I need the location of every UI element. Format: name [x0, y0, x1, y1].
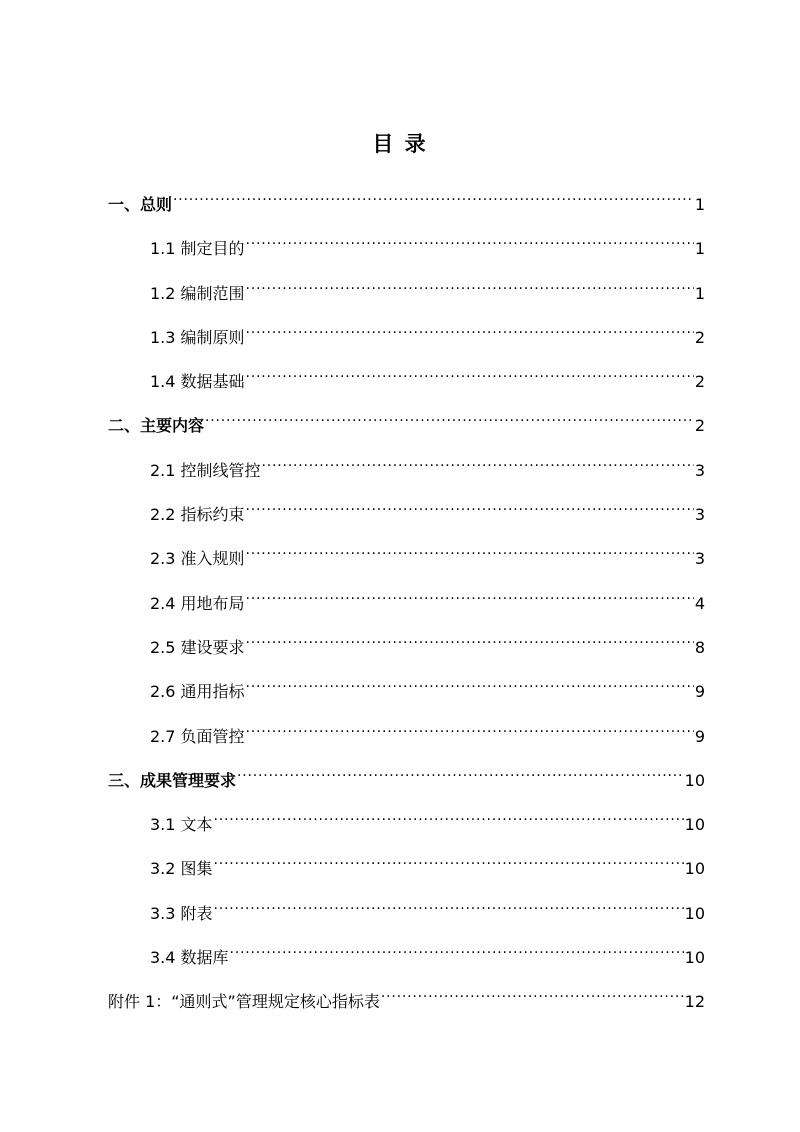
toc-entry-label: 2.3 准入规则	[150, 549, 245, 569]
toc-entry-label: 3.1 文本	[150, 815, 213, 835]
toc-entry[interactable]	[108, 355, 705, 399]
toc-dot-leader	[246, 532, 694, 564]
toc-entry[interactable]	[108, 488, 705, 532]
toc-entry[interactable]	[108, 665, 705, 709]
toc-page-number: 8	[694, 637, 705, 657]
toc-page-number: 3	[694, 460, 705, 480]
toc-entry[interactable]	[108, 399, 705, 443]
toc-dot-leader	[214, 842, 684, 874]
toc-entry[interactable]	[108, 532, 705, 576]
toc-dot-leader	[246, 222, 694, 254]
toc-entry-label: 二、主要内容	[108, 416, 205, 436]
toc-entry[interactable]	[108, 975, 705, 1019]
toc-dot-leader	[246, 710, 694, 742]
toc-dot-leader	[381, 975, 684, 1007]
toc-entry-label: 3.4 数据库	[150, 948, 229, 968]
toc-dot-leader	[246, 267, 694, 299]
toc-page-number: 10	[684, 859, 705, 879]
toc-dot-leader	[230, 931, 684, 963]
toc-page-number: 10	[684, 770, 705, 790]
toc-page-number: 12	[684, 992, 705, 1012]
toc-entry-label: 3.2 图集	[150, 859, 213, 879]
toc-entry-label: 3.3 附表	[150, 903, 213, 923]
toc-page-number: 2	[694, 372, 705, 392]
toc-dot-leader	[214, 887, 684, 919]
toc-dot-leader	[262, 444, 694, 476]
toc-entry[interactable]	[108, 311, 705, 355]
toc-dot-leader	[246, 311, 694, 343]
toc-entry-label: 2.2 指标约束	[150, 505, 245, 525]
toc-entry[interactable]	[108, 621, 705, 665]
toc-page-number: 3	[694, 549, 705, 569]
toc-dot-leader	[246, 665, 694, 697]
toc-dot-leader	[237, 754, 684, 786]
toc-entry[interactable]	[108, 444, 705, 488]
table-of-contents	[108, 178, 705, 1020]
toc-page-number: 2	[694, 327, 705, 347]
toc-entry-label: 1.4 数据基础	[150, 372, 245, 392]
toc-page-number: 3	[694, 505, 705, 525]
toc-page-number: 1	[694, 239, 705, 259]
toc-entry[interactable]	[108, 887, 705, 931]
toc-entry[interactable]	[108, 267, 705, 311]
toc-dot-leader	[214, 798, 684, 830]
toc-entry-label: 2.5 建设要求	[150, 637, 245, 657]
toc-dot-leader	[246, 577, 694, 609]
toc-entry-label: 1.1 制定目的	[150, 239, 245, 259]
toc-page-number: 2	[694, 416, 705, 436]
toc-entry[interactable]	[108, 754, 705, 798]
toc-page-number: 10	[684, 948, 705, 968]
toc-entry[interactable]	[108, 577, 705, 621]
toc-title: 目 录	[372, 132, 428, 156]
toc-page-number: 10	[684, 815, 705, 835]
toc-page-number: 9	[694, 726, 705, 746]
toc-entry[interactable]	[108, 710, 705, 754]
toc-entry-label: 1.3 编制原则	[150, 327, 245, 347]
toc-entry-label: 一、总则	[108, 195, 173, 214]
toc-page-number: 4	[694, 593, 705, 613]
toc-page-number: 10	[684, 903, 705, 923]
toc-entry[interactable]	[108, 842, 705, 886]
toc-dot-leader	[173, 178, 694, 210]
toc-entry[interactable]	[108, 178, 705, 222]
toc-entry[interactable]	[108, 931, 705, 975]
toc-dot-leader	[246, 355, 694, 387]
toc-page-number: 1	[694, 283, 705, 303]
toc-entry-label: 三、成果管理要求	[108, 770, 237, 790]
toc-entry[interactable]	[108, 798, 705, 842]
toc-entry-label: 2.1 控制线管控	[150, 460, 261, 480]
toc-entry-label: 2.7 负面管控	[150, 726, 245, 746]
toc-entry-label: 1.2 编制范围	[150, 283, 245, 303]
toc-entry-label: 2.6 通用指标	[150, 682, 245, 702]
toc-entry-label: 附件 1：“通则式”管理规定核心指标表	[108, 992, 380, 1012]
toc-page-number: 1	[694, 195, 705, 214]
toc-page-number: 9	[694, 682, 705, 702]
toc-entry-label: 2.4 用地布局	[150, 593, 245, 613]
toc-dot-leader	[246, 621, 694, 653]
toc-dot-leader	[205, 399, 694, 431]
toc-entry[interactable]	[108, 222, 705, 266]
toc-dot-leader	[246, 488, 694, 520]
